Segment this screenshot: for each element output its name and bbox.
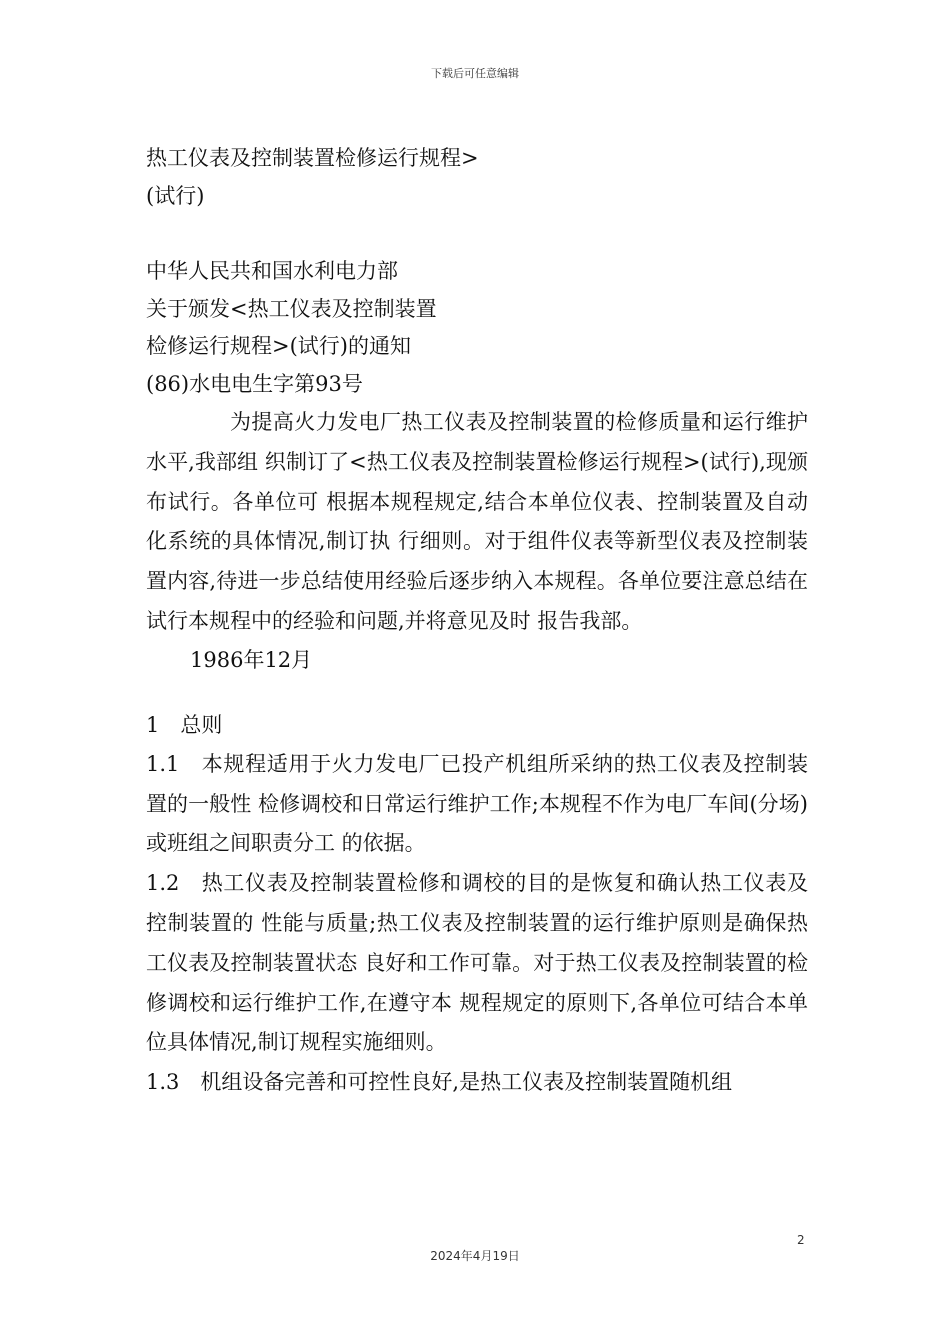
notice-line4: (86)水电电生字第93号 — [146, 371, 363, 396]
section-heading: 1 总则 — [146, 713, 223, 738]
notice-line3: 检修运行规程>(试行)的通知 — [146, 334, 411, 358]
doc-title-line1: 热工仪表及控制装置检修运行规程> — [146, 146, 479, 170]
body-paragraph: 为提高火力发电厂热工仪表及控制装置的检修质量和运行维护水平,我部组 织制订了<热工仪表及控制装置检修运行规程>(试行),现颁布试行。各单位可 根据本规程规定,结合本单位仪表、控制装置及自动化系统的具体情况,制订执 行细则。对于组件仪表等新型仪表及控制装置内容,待进一步总结使用经验后逐步纳入本规程。各单位要注意总结在试行本规程中的经验和问题,并将意见及时 报告我部。 — [146, 410, 808, 633]
doc-title-line2: (试行) — [146, 183, 205, 208]
page-number: 2 — [797, 1233, 805, 1247]
clause-1-1: 1.1 本规程适用于火力发电厂已投产机组所采纳的热工仪表及控制装置的一般性 检修调校和日常运行维护工作;本规程不作为电厂车间(分场)或班组之间职责分工 的依据。 — [146, 751, 808, 856]
notice-line2: 关于颁发<热工仪表及控制装置 — [146, 296, 437, 321]
page-header: 下载后可任意编辑 — [431, 67, 519, 80]
page-footer-date: 2024年4月19日 — [430, 1249, 520, 1263]
document-body — [146, 140, 808, 1103]
notice-line1: 中华人民共和国水利电力部 — [146, 259, 398, 283]
clause-1-2: 1.2 热工仪表及控制装置检修和调校的目的是恢复和确认热工仪表及控制装置的 性能与质量;热工仪表及控制装置的运行维护原则是确保热工仪表及控制装置状态 良好和工作可靠。对于热工仪表及控制装置的检修调校和运行维护工作,在遵守本 规程规定的原则下,各单位可结合本单位具体情况,制订规程实施细则。 — [146, 871, 808, 1055]
clause-1-3: 1.3 机组设备完善和可控性良好,是热工仪表及控制装置随机组 — [146, 1070, 733, 1095]
date-line: 1986年12月 — [190, 647, 313, 672]
